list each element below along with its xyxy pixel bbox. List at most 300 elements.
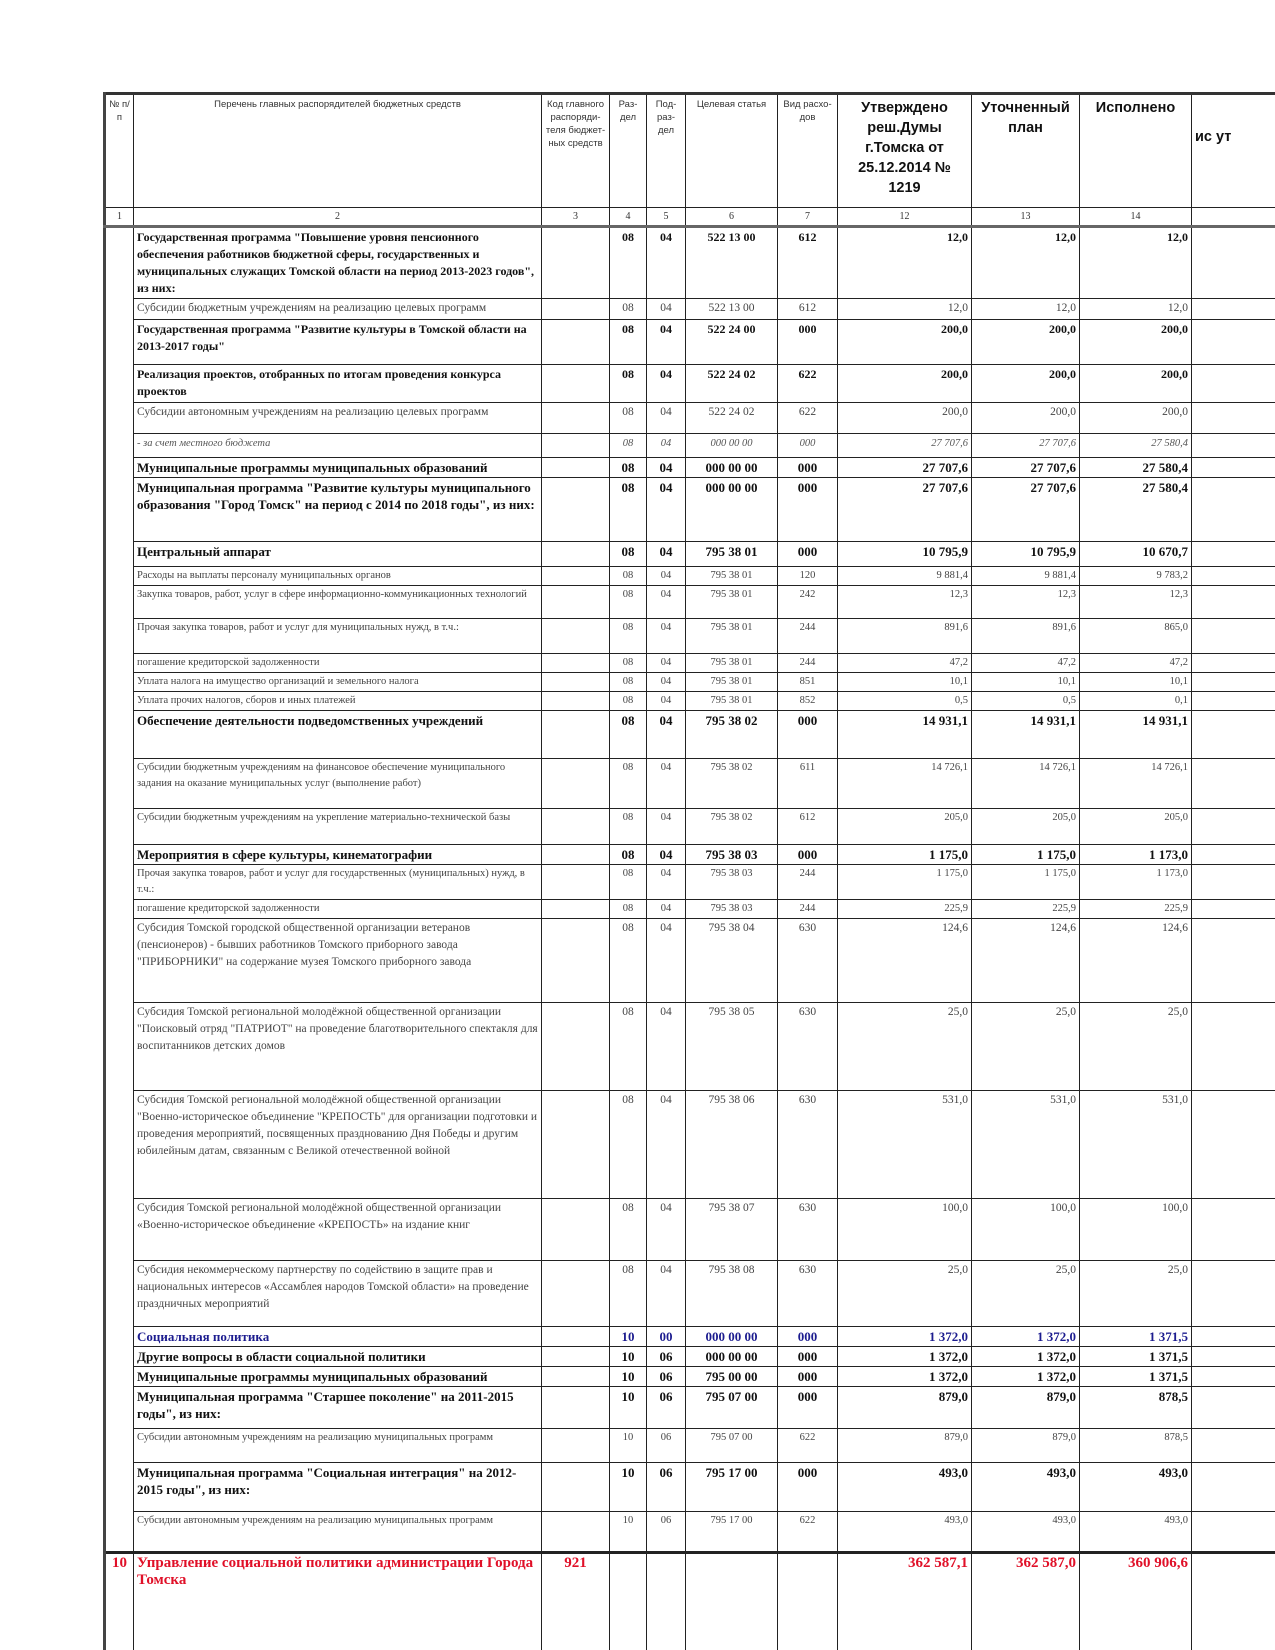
podrazdel-cell: 04 xyxy=(647,458,686,478)
table-row xyxy=(105,900,1275,919)
num-cell xyxy=(105,1463,134,1512)
target-cell: 000 00 00 xyxy=(686,458,778,478)
table-row xyxy=(105,673,1275,692)
code-cell xyxy=(542,919,610,1003)
vid-cell: 000 xyxy=(778,1463,838,1512)
podrazdel-cell: 04 xyxy=(647,1261,686,1327)
razdel-cell: 10 xyxy=(610,1463,647,1512)
approved-cell: 124,6 xyxy=(838,919,972,1003)
approved-cell: 25,0 xyxy=(838,1261,972,1327)
cut-off-cell xyxy=(1192,403,1275,434)
table-row xyxy=(105,1003,1275,1091)
name-cell: Субсидия Томской региональной молодёжной общественной организации "Поисковый отряд "ПАТРИОТ" на проведение благотворительного спектакля для воспитанников детских домов xyxy=(134,1003,542,1091)
approved-cell: 1 175,0 xyxy=(838,845,972,865)
table-row xyxy=(105,1327,1275,1347)
table-row xyxy=(105,711,1275,759)
podrazdel-cell: 04 xyxy=(647,711,686,759)
name-cell: - за счет местного бюджета xyxy=(134,434,542,458)
vid-cell: 000 xyxy=(778,1347,838,1367)
done-cell: 200,0 xyxy=(1080,320,1192,365)
plan-cell: 1 372,0 xyxy=(972,1327,1080,1347)
razdel-cell: 08 xyxy=(610,403,647,434)
vid-cell xyxy=(778,1553,838,1650)
table-body xyxy=(105,227,1275,1650)
approved-cell: 891,6 xyxy=(838,619,972,654)
target-cell: 000 00 00 xyxy=(686,1327,778,1347)
done-cell: 124,6 xyxy=(1080,919,1192,1003)
name-cell: Субсидия Томской городской общественной организации ветеранов (пенсионеров) - бывших работников Томского приборного завода "ПРИБОРНИКИ" на содержание музея Томского приборного завода xyxy=(134,919,542,1003)
num-cell xyxy=(105,1429,134,1463)
vid-cell: 622 xyxy=(778,1429,838,1463)
plan-cell: 25,0 xyxy=(972,1003,1080,1091)
header-name: Перечень главных распорядителей бюджетных средств xyxy=(134,94,542,208)
done-cell: 360 906,6 xyxy=(1080,1553,1192,1650)
razdel-cell: 08 xyxy=(610,1199,647,1261)
plan-cell: 1 372,0 xyxy=(972,1367,1080,1387)
cut-off-cell xyxy=(1192,1327,1275,1347)
budget-table xyxy=(103,92,1275,1650)
approved-cell: 1 372,0 xyxy=(838,1347,972,1367)
vid-cell: 630 xyxy=(778,1261,838,1327)
cut-off-cell xyxy=(1192,1387,1275,1429)
name-cell: Субсидии автономным учреждениям на реализацию целевых программ xyxy=(134,403,542,434)
name-cell: Мероприятия в сфере культуры, кинематографии xyxy=(134,845,542,865)
target-cell: 522 24 00 xyxy=(686,320,778,365)
done-cell: 225,9 xyxy=(1080,900,1192,919)
done-cell: 27 580,4 xyxy=(1080,458,1192,478)
approved-cell: 493,0 xyxy=(838,1512,972,1553)
target-cell xyxy=(686,1553,778,1650)
razdel-cell: 08 xyxy=(610,865,647,900)
num-cell xyxy=(105,619,134,654)
target-cell: 795 38 03 xyxy=(686,845,778,865)
code-cell xyxy=(542,673,610,692)
done-cell: 493,0 xyxy=(1080,1512,1192,1553)
table-row xyxy=(105,567,1275,586)
approved-cell: 12,0 xyxy=(838,227,972,299)
column-numbers-row xyxy=(105,208,1275,227)
code-cell xyxy=(542,1199,610,1261)
table-row xyxy=(105,320,1275,365)
approved-cell: 27 707,6 xyxy=(838,478,972,542)
code-cell xyxy=(542,900,610,919)
code-cell xyxy=(542,458,610,478)
razdel-cell: 10 xyxy=(610,1429,647,1463)
name-cell: Прочая закупка товаров, работ и услуг для муниципальных нужд, в т.ч.: xyxy=(134,619,542,654)
code-cell xyxy=(542,567,610,586)
cut-off-cell xyxy=(1192,865,1275,900)
approved-cell: 200,0 xyxy=(838,320,972,365)
name-cell: Субсидия Томской региональной молодёжной общественной организации «Военно-историческое объединение «КРЕПОСТЬ» на издание книг xyxy=(134,1199,542,1261)
name-cell: Обеспечение деятельности подведомственных учреждений xyxy=(134,711,542,759)
razdel-cell: 08 xyxy=(610,542,647,567)
podrazdel-cell: 04 xyxy=(647,919,686,1003)
cut-off-cell xyxy=(1192,619,1275,654)
table-row xyxy=(105,1553,1275,1650)
razdel-cell: 08 xyxy=(610,434,647,458)
done-cell: 878,5 xyxy=(1080,1429,1192,1463)
razdel-cell: 08 xyxy=(610,586,647,619)
code-cell xyxy=(542,619,610,654)
target-cell: 000 00 00 xyxy=(686,478,778,542)
target-cell: 795 38 07 xyxy=(686,1199,778,1261)
code-cell xyxy=(542,1091,610,1199)
num-cell xyxy=(105,434,134,458)
name-cell: Субсидия Томской региональной молодёжной общественной организации "Военно-историческое объединение "КРЕПОСТЬ" для организации подготовки и проведения мероприятий, посвященных празднованию Дня Победы и другим юбилейным датам, связанным с Великой отечественной войной xyxy=(134,1091,542,1199)
name-cell: Государственная программа "Развитие культуры в Томской области на 2013-2017 годы" xyxy=(134,320,542,365)
razdel-cell: 10 xyxy=(610,1347,647,1367)
done-cell: 12,0 xyxy=(1080,227,1192,299)
plan-cell: 200,0 xyxy=(972,365,1080,403)
num-cell xyxy=(105,711,134,759)
cut-off-cell xyxy=(1192,711,1275,759)
num-cell xyxy=(105,542,134,567)
column-number: 13 xyxy=(972,208,1080,227)
done-cell: 27 580,4 xyxy=(1080,434,1192,458)
done-cell: 10,1 xyxy=(1080,673,1192,692)
podrazdel-cell: 04 xyxy=(647,865,686,900)
num-cell xyxy=(105,1367,134,1387)
name-cell: Уплата налога на имущество организаций и земельного налога xyxy=(134,673,542,692)
razdel-cell: 08 xyxy=(610,1003,647,1091)
code-cell: 921 xyxy=(542,1553,610,1650)
cut-off-cell xyxy=(1192,586,1275,619)
table-row xyxy=(105,692,1275,711)
plan-cell: 879,0 xyxy=(972,1429,1080,1463)
razdel-cell: 08 xyxy=(610,673,647,692)
plan-cell: 9 881,4 xyxy=(972,567,1080,586)
podrazdel-cell: 04 xyxy=(647,845,686,865)
num-cell xyxy=(105,809,134,845)
done-cell: 1 173,0 xyxy=(1080,845,1192,865)
code-cell xyxy=(542,1367,610,1387)
cut-off-cell xyxy=(1192,1463,1275,1512)
plan-cell: 10 795,9 xyxy=(972,542,1080,567)
plan-cell: 493,0 xyxy=(972,1463,1080,1512)
done-cell: 27 580,4 xyxy=(1080,478,1192,542)
plan-cell: 200,0 xyxy=(972,403,1080,434)
cut-off-cell xyxy=(1192,1003,1275,1091)
podrazdel-cell: 04 xyxy=(647,478,686,542)
plan-cell: 27 707,6 xyxy=(972,434,1080,458)
cut-off-cell xyxy=(1192,320,1275,365)
name-cell: погашение кредиторской задолженности xyxy=(134,900,542,919)
target-cell: 522 13 00 xyxy=(686,227,778,299)
podrazdel-cell: 04 xyxy=(647,1199,686,1261)
podrazdel-cell: 04 xyxy=(647,567,686,586)
vid-cell: 612 xyxy=(778,299,838,320)
plan-cell: 879,0 xyxy=(972,1387,1080,1429)
podrazdel-cell: 04 xyxy=(647,542,686,567)
table-row xyxy=(105,365,1275,403)
column-number: 2 xyxy=(134,208,542,227)
cut-off-cell xyxy=(1192,1347,1275,1367)
done-cell: 1 371,5 xyxy=(1080,1327,1192,1347)
header-target: Целевая статья xyxy=(686,94,778,208)
target-cell: 795 38 01 xyxy=(686,542,778,567)
done-cell: 1 371,5 xyxy=(1080,1347,1192,1367)
table-row xyxy=(105,458,1275,478)
razdel-cell: 08 xyxy=(610,1091,647,1199)
plan-cell: 12,3 xyxy=(972,586,1080,619)
podrazdel-cell: 04 xyxy=(647,320,686,365)
cut-off-cell xyxy=(1192,900,1275,919)
done-cell: 0,1 xyxy=(1080,692,1192,711)
podrazdel-cell: 04 xyxy=(647,434,686,458)
code-cell xyxy=(542,403,610,434)
vid-cell: 244 xyxy=(778,619,838,654)
plan-cell: 47,2 xyxy=(972,654,1080,673)
plan-cell: 531,0 xyxy=(972,1091,1080,1199)
done-cell: 878,5 xyxy=(1080,1387,1192,1429)
done-cell: 493,0 xyxy=(1080,1463,1192,1512)
approved-cell: 25,0 xyxy=(838,1003,972,1091)
code-cell xyxy=(542,692,610,711)
table-row xyxy=(105,619,1275,654)
vid-cell: 630 xyxy=(778,1199,838,1261)
target-cell: 795 38 03 xyxy=(686,900,778,919)
name-cell: Государственная программа "Повышение уровня пенсионного обеспечения работников бюджетной сферы, государственных и муниципальных служащих Томской области на период 2013-2023 годов", из них: xyxy=(134,227,542,299)
approved-cell: 200,0 xyxy=(838,403,972,434)
target-cell: 795 38 05 xyxy=(686,1003,778,1091)
razdel-cell: 08 xyxy=(610,919,647,1003)
vid-cell: 000 xyxy=(778,1327,838,1347)
vid-cell: 622 xyxy=(778,403,838,434)
table-row xyxy=(105,865,1275,900)
table-row xyxy=(105,299,1275,320)
target-cell: 795 38 08 xyxy=(686,1261,778,1327)
razdel-cell: 08 xyxy=(610,759,647,809)
podrazdel-cell: 04 xyxy=(647,759,686,809)
code-cell xyxy=(542,711,610,759)
podrazdel-cell: 04 xyxy=(647,809,686,845)
code-cell xyxy=(542,434,610,458)
name-cell: Уплата прочих налогов, сборов и иных платежей xyxy=(134,692,542,711)
vid-cell: 000 xyxy=(778,1387,838,1429)
approved-cell: 200,0 xyxy=(838,365,972,403)
column-number: 1 xyxy=(105,208,134,227)
plan-cell: 362 587,0 xyxy=(972,1553,1080,1650)
code-cell xyxy=(542,1512,610,1553)
podrazdel-cell: 06 xyxy=(647,1387,686,1429)
target-cell: 795 38 01 xyxy=(686,692,778,711)
done-cell: 9 783,2 xyxy=(1080,567,1192,586)
column-number xyxy=(1192,208,1275,227)
approved-cell: 14 931,1 xyxy=(838,711,972,759)
podrazdel-cell: 04 xyxy=(647,403,686,434)
done-cell: 14 726,1 xyxy=(1080,759,1192,809)
num-cell xyxy=(105,919,134,1003)
plan-cell: 14 931,1 xyxy=(972,711,1080,759)
approved-cell: 12,0 xyxy=(838,299,972,320)
vid-cell: 630 xyxy=(778,919,838,1003)
code-cell xyxy=(542,654,610,673)
vid-cell: 630 xyxy=(778,1003,838,1091)
podrazdel-cell: 04 xyxy=(647,365,686,403)
code-cell xyxy=(542,227,610,299)
cut-off-cell xyxy=(1192,919,1275,1003)
num-cell xyxy=(105,1347,134,1367)
table-row xyxy=(105,478,1275,542)
num-cell xyxy=(105,1512,134,1553)
plan-cell: 10,1 xyxy=(972,673,1080,692)
num-cell xyxy=(105,227,134,299)
num-cell xyxy=(105,403,134,434)
num-cell xyxy=(105,1091,134,1199)
code-cell xyxy=(542,845,610,865)
cut-off-cell xyxy=(1192,1553,1275,1650)
vid-cell: 000 xyxy=(778,542,838,567)
done-cell: 10 670,7 xyxy=(1080,542,1192,567)
name-cell: Муниципальные программы муниципальных образований xyxy=(134,458,542,478)
approved-cell: 0,5 xyxy=(838,692,972,711)
podrazdel-cell: 06 xyxy=(647,1512,686,1553)
razdel-cell: 08 xyxy=(610,458,647,478)
code-cell xyxy=(542,320,610,365)
cut-off-cell xyxy=(1192,542,1275,567)
num-cell xyxy=(105,845,134,865)
razdel-cell: 08 xyxy=(610,654,647,673)
name-cell: Субсидии автономным учреждениям на реализацию муниципальных программ xyxy=(134,1512,542,1553)
name-cell: Муниципальные программы муниципальных образований xyxy=(134,1367,542,1387)
approved-cell: 205,0 xyxy=(838,809,972,845)
plan-cell: 1 372,0 xyxy=(972,1347,1080,1367)
num-cell xyxy=(105,1327,134,1347)
razdel-cell: 08 xyxy=(610,299,647,320)
done-cell: 47,2 xyxy=(1080,654,1192,673)
table-row xyxy=(105,1091,1275,1199)
header-num: № п/п xyxy=(105,94,134,208)
target-cell: 000 00 00 xyxy=(686,1347,778,1367)
vid-cell: 000 xyxy=(778,1367,838,1387)
num-cell xyxy=(105,1387,134,1429)
approved-cell: 531,0 xyxy=(838,1091,972,1199)
name-cell: Муниципальная программа "Социальная интеграция" на 2012-2015 годы", из них: xyxy=(134,1463,542,1512)
done-cell: 25,0 xyxy=(1080,1261,1192,1327)
plan-cell: 12,0 xyxy=(972,227,1080,299)
table-row xyxy=(105,809,1275,845)
code-cell xyxy=(542,542,610,567)
num-cell xyxy=(105,692,134,711)
done-cell: 100,0 xyxy=(1080,1199,1192,1261)
header-cut: ис ут xyxy=(1192,94,1275,208)
razdel-cell: 08 xyxy=(610,619,647,654)
cut-off-cell xyxy=(1192,434,1275,458)
plan-cell: 0,5 xyxy=(972,692,1080,711)
done-cell: 200,0 xyxy=(1080,365,1192,403)
razdel-cell: 08 xyxy=(610,365,647,403)
target-cell: 795 38 01 xyxy=(686,567,778,586)
done-cell: 25,0 xyxy=(1080,1003,1192,1091)
vid-cell: 630 xyxy=(778,1091,838,1199)
done-cell: 531,0 xyxy=(1080,1091,1192,1199)
vid-cell: 244 xyxy=(778,654,838,673)
target-cell: 795 38 02 xyxy=(686,759,778,809)
razdel-cell: 08 xyxy=(610,478,647,542)
approved-cell: 879,0 xyxy=(838,1387,972,1429)
podrazdel-cell: 04 xyxy=(647,227,686,299)
target-cell: 522 24 02 xyxy=(686,365,778,403)
cut-off-cell xyxy=(1192,227,1275,299)
vid-cell: 000 xyxy=(778,434,838,458)
name-cell: Субсидии бюджетным учреждениям на реализацию целевых программ xyxy=(134,299,542,320)
vid-cell: 611 xyxy=(778,759,838,809)
num-cell: 10 xyxy=(105,1553,134,1650)
cut-off-cell xyxy=(1192,654,1275,673)
column-number: 5 xyxy=(647,208,686,227)
plan-cell: 1 175,0 xyxy=(972,845,1080,865)
target-cell: 795 38 01 xyxy=(686,673,778,692)
table-row xyxy=(105,1261,1275,1327)
budget-report-page xyxy=(103,92,1275,1650)
name-cell: Субсидии бюджетным учреждениям на финансовое обеспечение муниципального задания на оказание муниципальных услуг (выполнение работ) xyxy=(134,759,542,809)
target-cell: 795 38 06 xyxy=(686,1091,778,1199)
cut-off-cell xyxy=(1192,845,1275,865)
num-cell xyxy=(105,1003,134,1091)
razdel-cell xyxy=(610,1553,647,1650)
header-plan: Уточненный план xyxy=(972,94,1080,208)
num-cell xyxy=(105,865,134,900)
code-cell xyxy=(542,1347,610,1367)
name-cell: погашение кредиторской задолженности xyxy=(134,654,542,673)
target-cell: 795 17 00 xyxy=(686,1463,778,1512)
name-cell: Прочая закупка товаров, работ и услуг для государственных (муниципальных) нужд, в т.ч.: xyxy=(134,865,542,900)
cut-off-cell xyxy=(1192,1512,1275,1553)
approved-cell: 879,0 xyxy=(838,1429,972,1463)
code-cell xyxy=(542,1387,610,1429)
num-cell xyxy=(105,299,134,320)
target-cell: 795 38 01 xyxy=(686,586,778,619)
table-row xyxy=(105,586,1275,619)
plan-cell: 225,9 xyxy=(972,900,1080,919)
plan-cell: 205,0 xyxy=(972,809,1080,845)
cut-off-cell xyxy=(1192,673,1275,692)
code-cell xyxy=(542,809,610,845)
razdel-cell: 08 xyxy=(610,692,647,711)
vid-cell: 622 xyxy=(778,365,838,403)
done-cell: 200,0 xyxy=(1080,403,1192,434)
cut-off-cell xyxy=(1192,567,1275,586)
target-cell: 522 24 02 xyxy=(686,403,778,434)
header-approved: Утверждено реш.Думы г.Томска от 25.12.2014 № 1219 xyxy=(838,94,972,208)
table-row xyxy=(105,1387,1275,1429)
razdel-cell: 08 xyxy=(610,809,647,845)
podrazdel-cell: 04 xyxy=(647,673,686,692)
table-row xyxy=(105,919,1275,1003)
done-cell: 14 931,1 xyxy=(1080,711,1192,759)
podrazdel-cell: 04 xyxy=(647,299,686,320)
vid-cell: 244 xyxy=(778,900,838,919)
done-cell: 1 371,5 xyxy=(1080,1367,1192,1387)
header-vid: Вид расхо-дов xyxy=(778,94,838,208)
num-cell xyxy=(105,567,134,586)
name-cell: Центральный аппарат xyxy=(134,542,542,567)
num-cell xyxy=(105,1261,134,1327)
table-row xyxy=(105,1347,1275,1367)
plan-cell: 27 707,6 xyxy=(972,478,1080,542)
vid-cell: 622 xyxy=(778,1512,838,1553)
table-row xyxy=(105,1463,1275,1512)
table-row xyxy=(105,434,1275,458)
cut-off-cell xyxy=(1192,299,1275,320)
podrazdel-cell: 04 xyxy=(647,619,686,654)
podrazdel-cell xyxy=(647,1553,686,1650)
target-cell: 795 38 03 xyxy=(686,865,778,900)
done-cell: 1 173,0 xyxy=(1080,865,1192,900)
column-number: 14 xyxy=(1080,208,1192,227)
razdel-cell: 08 xyxy=(610,1261,647,1327)
code-cell xyxy=(542,478,610,542)
